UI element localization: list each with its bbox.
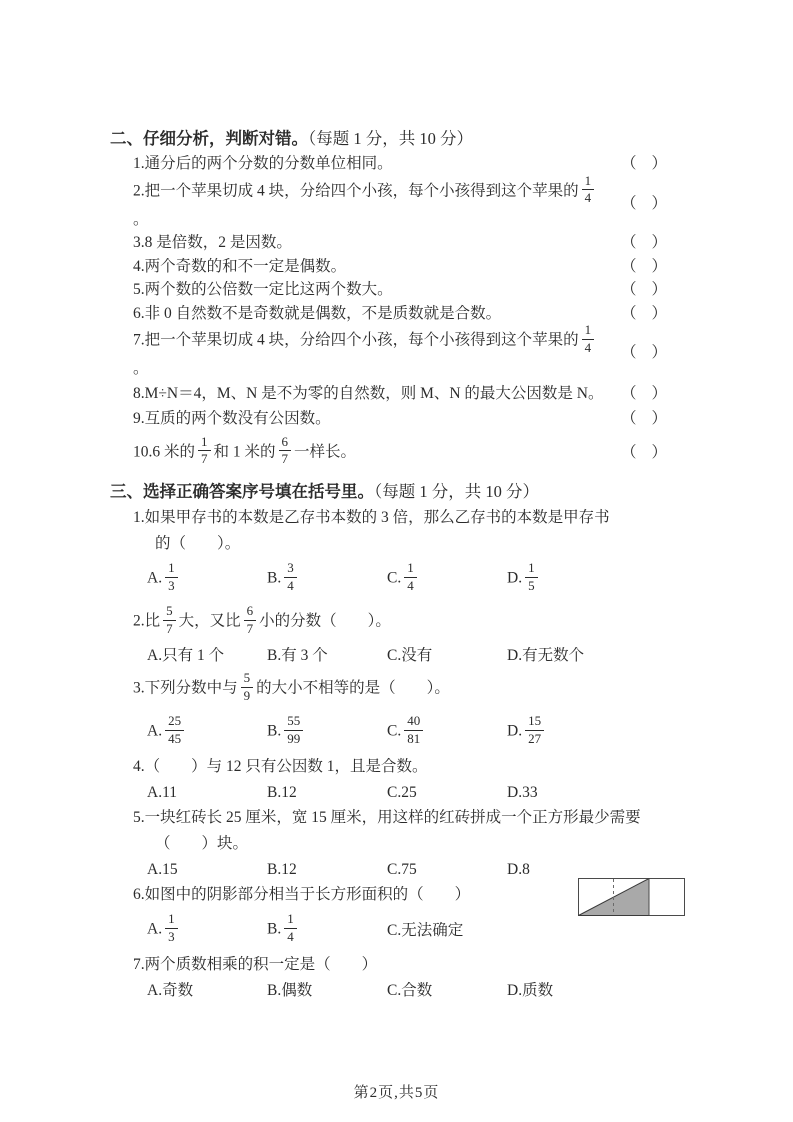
fraction-numerator: 1 — [404, 561, 417, 578]
option-d — [507, 560, 685, 595]
tf-text: 9.互质的两个数没有公因数。 — [133, 409, 331, 427]
answer-parens — [621, 341, 667, 365]
tf-text: 5.两个数的公倍数一定比这两个数大。 — [133, 281, 393, 299]
option-label: C. — [387, 722, 402, 740]
tf-text: 6.非 0 自然数不是奇数就是偶数，不是质数就是合数。 — [133, 304, 502, 322]
tf-text-post: 。 — [133, 360, 149, 378]
tf-text — [133, 433, 611, 469]
mc-options-4 — [110, 780, 685, 805]
fraction — [404, 561, 417, 593]
fraction-denominator: 4 — [584, 190, 592, 206]
mc-options-2 — [110, 643, 685, 668]
option-d — [507, 713, 685, 748]
fraction — [165, 561, 178, 593]
option-a: A.15 — [147, 861, 178, 879]
question-text — [133, 603, 391, 638]
paren-close: ） — [651, 257, 667, 275]
question-text-mid: 大，又比 — [178, 612, 241, 630]
tf-item-9 — [133, 407, 685, 431]
fraction-denominator: 7 — [246, 620, 254, 636]
question-text-post: 小的分数（ ）。 — [259, 612, 391, 630]
mc-options-7 — [110, 978, 685, 1003]
fraction — [582, 174, 595, 206]
answer-parens — [621, 382, 667, 406]
fraction-denominator: 3 — [168, 577, 175, 593]
fraction-denominator: 3 — [168, 928, 175, 944]
answer-parens — [621, 255, 667, 279]
answer-parens — [621, 302, 667, 326]
option-label: B. — [267, 722, 282, 740]
option-a — [147, 911, 267, 946]
option-b: B.偶数 — [267, 982, 313, 1000]
mc-question-1 — [110, 505, 685, 557]
tf-item-1 — [133, 152, 685, 176]
fraction — [284, 561, 297, 593]
tf-text — [133, 322, 611, 381]
fraction — [284, 714, 303, 746]
paren-close: ） — [651, 443, 667, 461]
fraction — [582, 323, 595, 355]
paren-close: ） — [651, 194, 667, 212]
option-label: B. — [267, 920, 282, 938]
fraction-numerator: 6 — [244, 604, 257, 621]
paren-open: （ — [621, 257, 637, 275]
section2-score-note: （每题 1 分，共 10 分） — [308, 129, 473, 148]
fraction-numerator: 1 — [582, 323, 595, 340]
fraction — [525, 714, 544, 746]
fraction-numerator: 1 — [284, 912, 297, 929]
paren-open: （ — [621, 384, 637, 402]
paren-open: （ — [621, 409, 637, 427]
option-d: D.质数 — [507, 982, 554, 1000]
fraction-numerator: 5 — [163, 604, 176, 621]
tf-text: 4.两个奇数的和不一定是偶数。 — [133, 257, 347, 275]
tf-item-7 — [133, 322, 685, 381]
option-b — [267, 911, 387, 946]
answer-parens — [621, 152, 667, 176]
option-a: A.11 — [147, 784, 177, 802]
tf-text: 3.8 是倍数，2 是因数。 — [133, 234, 292, 252]
tf-item-3 — [133, 231, 685, 255]
fraction-numerator: 25 — [165, 714, 184, 731]
option-label: A. — [147, 920, 163, 938]
fraction-numerator: 1 — [165, 561, 178, 578]
paren-close: ） — [651, 234, 667, 252]
paren-close: ） — [651, 155, 667, 172]
section2-items — [110, 152, 685, 475]
fraction-denominator: 4 — [407, 577, 414, 593]
figure-svg — [578, 878, 685, 916]
option-label: A. — [147, 569, 163, 587]
question-text-line1: 1.如果甲存书的本数是乙存书本数的 3 倍，那么乙存书的本数是甲存书 — [133, 509, 610, 527]
question-text-line1: 5.一块红砖长 25 厘米，宽 15 厘米，用这样的红砖拼成一个正方形最少需要 — [133, 809, 641, 827]
fraction — [165, 714, 184, 746]
paren-open: （ — [621, 443, 637, 461]
option-c: C.没有 — [387, 647, 433, 665]
option-b — [267, 560, 387, 595]
question-text-line2: 的（ ）。 — [155, 535, 241, 553]
paren-close: ） — [651, 344, 667, 362]
fraction — [198, 435, 211, 467]
tf-text-mid: 和 1 米的 — [213, 443, 276, 461]
tf-item-8 — [133, 381, 685, 407]
answer-parens — [621, 231, 667, 255]
option-d: D.33 — [507, 784, 538, 802]
tf-text-pre: 7.把一个苹果切成 4 块，分给四个小孩，每个小孩得到这个苹果的 — [133, 331, 579, 349]
fraction — [404, 714, 423, 746]
option-b: B.12 — [267, 861, 297, 879]
fraction-numerator: 15 — [525, 714, 544, 731]
question-text-pre: 3.下列分数中与 — [133, 679, 238, 697]
fraction-numerator: 1 — [165, 912, 178, 929]
fraction — [279, 435, 292, 467]
option-c: C.75 — [387, 861, 417, 879]
tf-text-pre: 10.6 米的 — [133, 443, 196, 461]
section3-title: 三、选择正确答案序号填在括号里。 — [110, 482, 374, 502]
tf-item-5 — [133, 278, 685, 302]
fraction — [163, 604, 176, 636]
tf-item-4 — [133, 255, 685, 279]
option-a — [147, 560, 267, 595]
fraction-denominator: 4 — [287, 928, 294, 944]
option-c — [387, 560, 507, 595]
question-text: 6.如图中的阴影部分相当于长方形面积的（ ） — [133, 886, 471, 904]
option-d: D.8 — [507, 861, 530, 879]
fraction-denominator: 7 — [201, 451, 208, 467]
fraction — [241, 671, 254, 703]
option-label: A. — [147, 722, 163, 740]
mc-question-2 — [110, 601, 685, 643]
fraction-numerator: 40 — [404, 714, 423, 731]
tf-item-10 — [133, 430, 685, 475]
paren-close: ） — [651, 281, 667, 299]
option-label: C. — [387, 569, 402, 587]
option-c: C.合数 — [387, 982, 433, 1000]
mc-question-7 — [110, 952, 685, 978]
section3-header — [110, 479, 685, 505]
option-a — [147, 713, 267, 748]
rectangle-shaded-triangle-figure — [578, 878, 685, 921]
fraction-numerator: 1 — [582, 174, 595, 191]
option-a: A.奇数 — [147, 982, 194, 1000]
question-text-pre: 2.比 — [133, 612, 161, 630]
section3-score-note: （每题 1 分，共 10 分） — [374, 482, 539, 502]
section2-title: 二、仔细分析，判断对错。 — [110, 129, 308, 148]
paren-open: （ — [621, 344, 637, 362]
question-text-line2: （ ）块。 — [155, 835, 249, 853]
fraction-numerator: 6 — [279, 435, 292, 452]
tf-text-post: 。 — [133, 210, 149, 228]
tf-text-pre: 2.把一个苹果切成 4 块，分给四个小孩，每个小孩得到这个苹果的 — [133, 182, 579, 200]
mc-question-5 — [110, 805, 685, 857]
mc-question-6 — [110, 882, 685, 908]
fraction-denominator: 4 — [584, 339, 592, 355]
fraction-numerator: 3 — [284, 561, 297, 578]
fraction — [525, 561, 538, 593]
paren-open: （ — [621, 155, 637, 172]
fraction-denominator: 99 — [287, 730, 301, 746]
paren-close: ） — [651, 384, 667, 402]
tf-text: 8.M÷N＝4，M、N 是不为零的自然数，则 M、N 的最大公因数是 N。 — [133, 384, 604, 402]
paren-close: ） — [651, 304, 667, 322]
fraction-denominator: 4 — [287, 577, 294, 593]
option-b: B.12 — [267, 784, 297, 802]
option-label: B. — [267, 569, 282, 587]
fraction-denominator: 45 — [168, 730, 182, 746]
mc-question-3 — [110, 668, 685, 710]
fraction-numerator: 5 — [241, 671, 254, 688]
fraction-denominator: 7 — [281, 451, 289, 467]
paren-open: （ — [621, 194, 637, 212]
question-text-post: 的大小不相等的是（ ）。 — [256, 679, 450, 697]
fraction-denominator: 9 — [243, 687, 251, 703]
option-b: B.有 3 个 — [267, 647, 328, 665]
tf-text-post: 一样长。 — [294, 443, 357, 461]
question-text: 7.两个质数相乘的积一定是（ ） — [133, 956, 378, 974]
fraction-denominator: 81 — [407, 730, 421, 746]
paren-open: （ — [621, 281, 637, 299]
answer-parens — [621, 441, 667, 465]
question-text — [133, 670, 450, 705]
paren-open: （ — [621, 234, 637, 252]
option-label: D. — [507, 722, 523, 740]
option-label: D. — [507, 569, 523, 587]
mc-question-4 — [110, 754, 685, 780]
option-b — [267, 713, 387, 748]
fraction-numerator: 55 — [284, 714, 303, 731]
fraction-denominator: 5 — [528, 577, 535, 593]
paren-open: （ — [621, 304, 637, 322]
fraction — [165, 912, 178, 944]
option-c: C.25 — [387, 784, 417, 802]
fraction-denominator: 27 — [528, 730, 542, 746]
option-c — [387, 713, 507, 748]
fraction-numerator: 1 — [525, 561, 538, 578]
answer-parens — [621, 278, 667, 302]
tf-item-6 — [133, 302, 685, 326]
paren-close: ） — [651, 409, 667, 427]
fraction-denominator: 7 — [166, 620, 173, 636]
page-footer: 第2页,共5页 — [353, 1085, 440, 1101]
section2-header — [110, 126, 685, 152]
question-text: 4.（ ）与 12 只有公因数 1，且是合数。 — [133, 758, 428, 776]
mc-options-1 — [110, 557, 685, 601]
option-a: A.只有 1 个 — [147, 647, 225, 665]
answer-parens — [621, 192, 667, 216]
option-c: C.无法确定 — [387, 921, 464, 939]
mc-options-3 — [110, 710, 685, 754]
tf-text — [133, 172, 611, 232]
tf-text: 1.通分后的两个分数的分数单位相同。 — [133, 155, 393, 172]
option-d: D.有无数个 — [507, 647, 585, 665]
fraction — [244, 604, 257, 636]
fraction — [284, 912, 297, 944]
fraction-numerator: 1 — [198, 435, 211, 452]
answer-parens — [621, 407, 667, 431]
tf-item-2 — [133, 172, 685, 232]
